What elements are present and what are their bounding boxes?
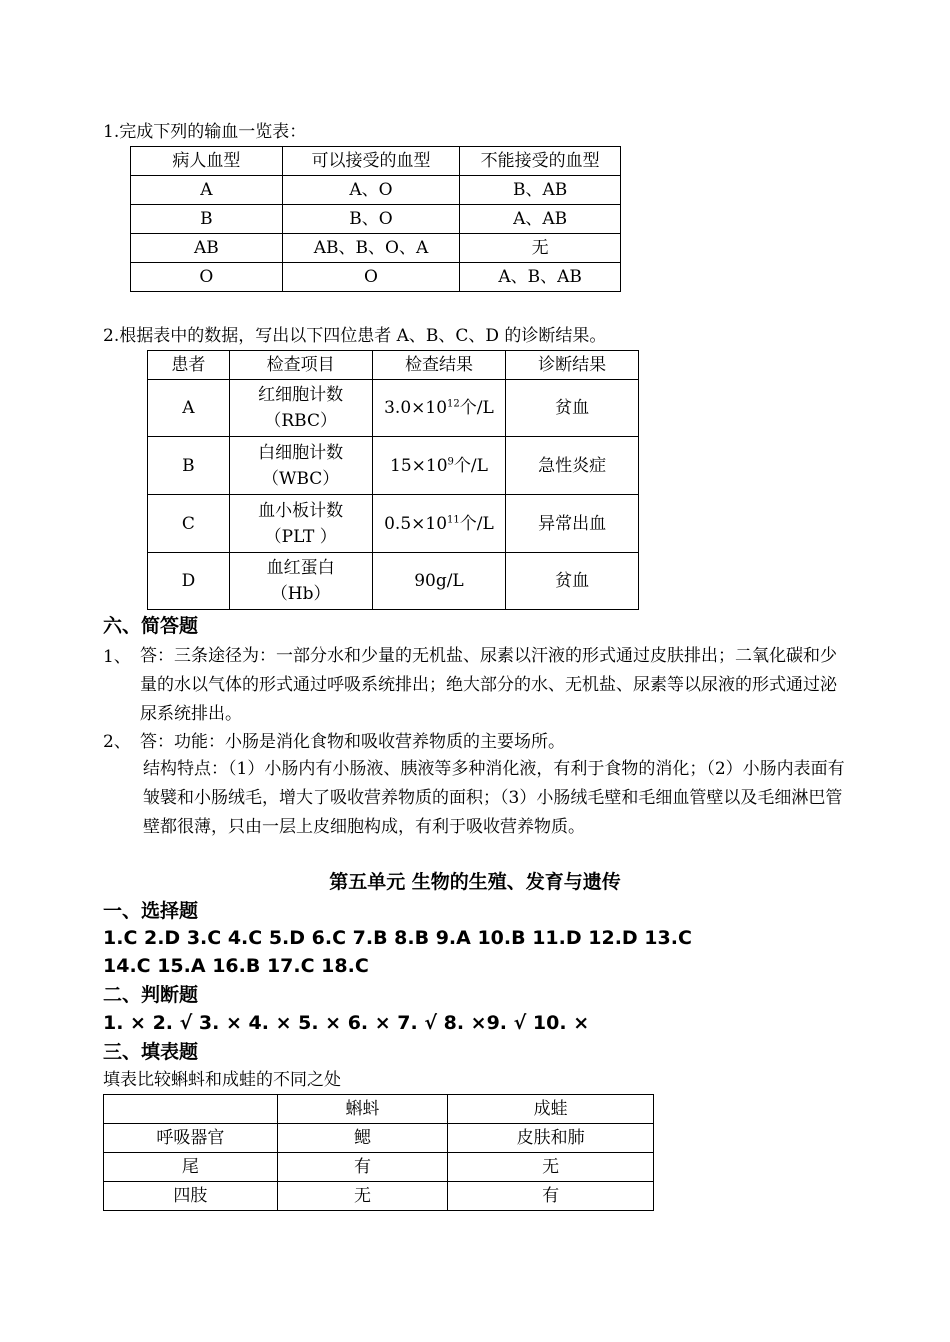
table-cell: 有	[277, 1153, 448, 1182]
item-abbr: （WBC）	[262, 468, 340, 489]
item-cell	[229, 553, 372, 610]
item-name: 血红蛋白	[266, 558, 335, 578]
table-cell: AB、B、O、A	[282, 234, 460, 263]
result-base: 3.0×10	[384, 398, 448, 418]
header-cell	[104, 1095, 278, 1124]
result-exponent: 12	[447, 398, 460, 410]
header-cell: 检查项目	[229, 351, 372, 380]
answer-number: 1、	[103, 647, 131, 667]
table-row	[131, 263, 621, 292]
result-cell	[372, 437, 506, 495]
result-base: 90g/L	[414, 571, 464, 591]
table-cell: A、B、AB	[460, 263, 621, 292]
table-row	[131, 234, 621, 263]
q2-title: 2.根据表中的数据，写出以下四位患者 A、B、C、D 的诊断结果。	[103, 326, 607, 346]
table-cell: 呼吸器官	[104, 1124, 278, 1153]
diagnosis-cell: 贫血	[506, 380, 639, 437]
table-row	[148, 437, 639, 495]
header-cell: 不能接受的血型	[460, 147, 621, 176]
answer-1-text	[140, 642, 852, 729]
patient-cell: D	[148, 553, 230, 610]
patient-cell: C	[148, 495, 230, 553]
header-cell: 检查结果	[372, 351, 506, 380]
result-cell	[372, 553, 506, 610]
answer-2-structure	[143, 755, 849, 842]
answer-number: 2、	[103, 732, 131, 752]
table-row	[148, 553, 639, 610]
item-cell	[229, 437, 372, 495]
table-cell: AB	[131, 234, 283, 263]
q1-title: 1.完成下列的输血一览表：	[103, 122, 307, 142]
diagnosis-cell: 贫血	[506, 553, 639, 610]
item-abbr: （PLT ）	[264, 526, 337, 547]
table-row	[104, 1153, 654, 1182]
result-exponent: 9	[447, 455, 454, 467]
table-cell: A、AB	[460, 205, 621, 234]
table-cell: 无	[460, 234, 621, 263]
answer-2-function: 答：功能：小肠是消化食物和吸收营养物质的主要场所。	[140, 732, 565, 752]
patient-cell: A	[148, 380, 230, 437]
judge-answers-line: 1. × 2. √ 3. × 4. × 5. × 6. × 7. √ 8. ×9. √ 10. ×	[103, 1012, 590, 1034]
table-cell: O	[282, 263, 460, 292]
header-cell: 诊断结果	[506, 351, 639, 380]
result-unit: 个/L	[459, 513, 494, 534]
choice-answers-line: 14.C 15.A 16.B 17.C 18.C	[103, 955, 369, 977]
diagnosis-cell: 急性炎症	[506, 437, 639, 495]
table-row	[104, 1182, 654, 1211]
table-cell: 尾	[104, 1153, 278, 1182]
table-cell: 有	[448, 1182, 654, 1211]
header-cell: 患者	[148, 351, 230, 380]
item-cell	[229, 380, 372, 437]
result-cell	[372, 380, 506, 437]
section-heading: 一、选择题	[103, 900, 199, 922]
header-cell: 病人血型	[131, 147, 283, 176]
table-row	[104, 1124, 654, 1153]
section-heading: 六、简答题	[103, 615, 199, 637]
header-cell: 可以接受的血型	[282, 147, 460, 176]
diagnosis-table	[147, 350, 639, 610]
table-row	[148, 380, 639, 437]
item-name: 血小板计数	[258, 500, 344, 521]
result-unit: 个/L	[453, 455, 488, 476]
result-cell	[372, 495, 506, 553]
item-abbr: （RBC）	[264, 411, 337, 431]
patient-cell: B	[148, 437, 230, 495]
answer-2-body: 结构特点：（1）小肠内有小肠液、胰液等多种消化液，有利于食物的消化；（2）小肠内表面有皱襞和小肠绒毛，增大了吸收营养物质的面积；（3）小肠绒毛壁和毛细血管壁以及毛细淋巴管壁都很薄，只由一层上皮细胞构成，有利于吸收营养物质。	[143, 759, 845, 837]
table-cell: B、O	[282, 205, 460, 234]
result-base: 15×10	[390, 455, 448, 476]
table-cell: 皮肤和肺	[448, 1124, 654, 1153]
header-cell: 成蛙	[448, 1095, 654, 1124]
section-heading: 二、判断题	[103, 984, 199, 1006]
unit-title: 第五单元 生物的生殖、发育与遗传	[329, 871, 621, 893]
table-cell: A、O	[282, 176, 460, 205]
table-cell: 无	[448, 1153, 654, 1182]
answer-1-body: 答：三条途径为：一部分水和少量的无机盐、尿素以汗液的形式通过皮肤排出；二氧化碳和少量的水以气体的形式通过呼吸系统排出；绝大部分的水、无机盐、尿素等以尿液的形式通过泌尿系统排出。	[140, 646, 837, 724]
header-cell: 蝌蚪	[277, 1095, 448, 1124]
item-abbr: （Hb）	[270, 584, 331, 604]
tadpole-frog-table	[103, 1094, 654, 1211]
section-heading: 三、填表题	[103, 1041, 199, 1063]
table-cell: O	[131, 263, 283, 292]
result-base: 0.5×10	[384, 513, 448, 534]
table-cell: 鳃	[277, 1124, 448, 1153]
table-cell: A	[131, 176, 283, 205]
choice-answers-line: 1.C 2.D 3.C 4.C 5.D 6.C 7.B 8.B 9.A 10.B 11.D 12.D 13.C	[103, 927, 692, 949]
table-row	[131, 176, 621, 205]
item-cell	[229, 495, 372, 553]
result-exponent: 11	[447, 513, 460, 525]
diagnosis-cell: 异常出血	[506, 495, 639, 553]
item-name: 红细胞计数	[258, 385, 344, 405]
table-cell: B、AB	[460, 176, 621, 205]
blood-transfusion-table	[130, 146, 621, 292]
table-caption: 填表比较蝌蚪和成蛙的不同之处	[103, 1070, 341, 1090]
table-cell: 四肢	[104, 1182, 278, 1211]
table-cell: B	[131, 205, 283, 234]
item-name: 白细胞计数	[258, 442, 344, 463]
result-unit: 个/L	[459, 398, 494, 418]
table-row	[148, 495, 639, 553]
table-cell: 无	[277, 1182, 448, 1211]
table-row	[131, 205, 621, 234]
